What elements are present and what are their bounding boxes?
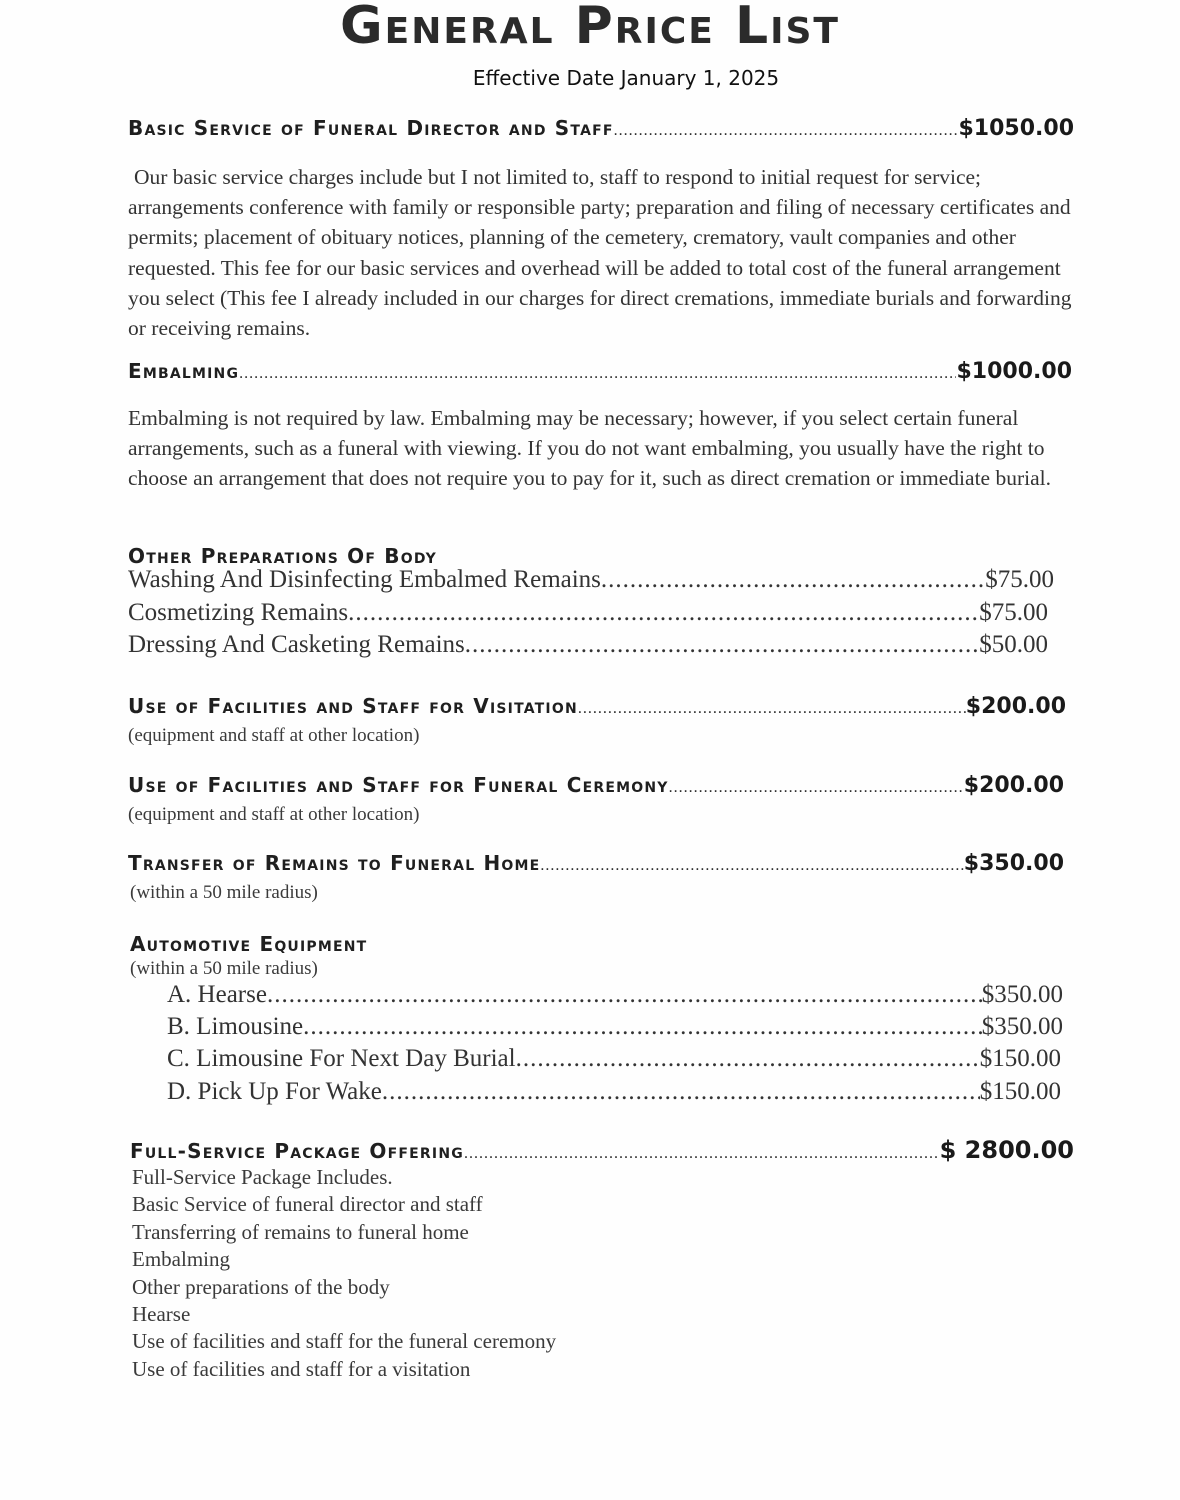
transfer-row (128, 851, 1064, 876)
item-price: $350.00 (981, 981, 1063, 1008)
transfer-price: $350.00 (963, 851, 1064, 876)
item-label: Dressing And Casketing Remains (128, 631, 465, 658)
automotive-note: (within a 50 mile radius) (130, 958, 318, 979)
ceremony-row (128, 773, 1064, 798)
ceremony-price: $200.00 (963, 773, 1064, 798)
list-item: Embalming (132, 1247, 230, 1272)
list-item: Hearse (132, 1302, 191, 1327)
package-row (130, 1136, 1074, 1164)
effective-date: Effective Date January 1, 2025 (472, 66, 780, 90)
item-label: Cosmetizing Remains (128, 599, 349, 626)
dot-leader (465, 631, 979, 659)
basic-service-label: Basic Service of Funeral Director and Staff (128, 116, 614, 140)
list-item: Basic Service of funeral director and staff (132, 1192, 483, 1217)
item-price: $75.00 (985, 566, 1054, 593)
basic-service-row (128, 116, 1074, 141)
dot-leader (578, 700, 966, 718)
item-label: Washing And Disinfecting Embalmed Remains (128, 566, 601, 593)
dot-leader (303, 1013, 982, 1041)
dot-leader (382, 1078, 980, 1106)
dot-leader (267, 981, 982, 1009)
list-item: Full-Service Package Includes. (132, 1165, 393, 1189)
automotive-heading-row (130, 932, 730, 956)
item-label: A. Hearse (167, 981, 267, 1008)
item-price: $150.00 (979, 1045, 1061, 1072)
transfer-label: Transfer of Remains to Funeral Home (128, 851, 541, 875)
package-price: $ 2800.00 (939, 1136, 1074, 1164)
embalming-description: Embalming is not required by law. Embalming may be necessary; however, if you select certain funeral arrangements, such as a funeral with viewing. If you do not want embalming, you usually have the right to choose an arrangement that does not require you to pay for it, such as direct cremation or immediate burial. (128, 406, 1051, 491)
other-preparations-heading: Other Preparations Of Body (128, 544, 437, 568)
dot-leader (540, 857, 963, 875)
list-item: Use of facilities and staff for the funeral ceremony (132, 1329, 557, 1354)
list-item: Other preparations of the body (132, 1274, 390, 1299)
item-price: $350.00 (981, 1013, 1063, 1040)
ceremony-note: (equipment and staff at other location) (128, 804, 420, 825)
basic-service-price: $1050.00 (958, 116, 1074, 141)
list-item (167, 981, 1063, 1009)
basic-service-description: Our basic service charges include but I not limited to, staff to respond to initial request for service; arrangements conference with family or responsible party; preparation and filing of necessary certificates and permits; placement of obituary notices, planning of the cemetery, crematory, vault companies and other requested. This fee for our basic services and overhead will be added to total cost of the funeral arrangement you select (This fee I already included in our charges for direct cremations, immediate burials and forwarding or receiving remains. (128, 165, 1072, 341)
item-label: D. Pick Up For Wake (167, 1078, 382, 1105)
list-item (128, 599, 1048, 627)
transfer-note: (within a 50 mile radius) (130, 882, 318, 903)
dot-leader (239, 365, 956, 383)
list-item (167, 1078, 1061, 1106)
page-title: General Price List (340, 0, 840, 56)
package-includes-list (132, 1164, 556, 1383)
embalming-price: $1000.00 (956, 359, 1072, 384)
visitation-price: $200.00 (965, 694, 1066, 719)
item-price: $75.00 (979, 599, 1048, 626)
item-price: $50.00 (979, 631, 1048, 658)
embalming-row (128, 359, 1072, 384)
visitation-label: Use of Facilities and Staff for Visitation (128, 694, 578, 718)
list-item (128, 566, 1054, 594)
dot-leader (516, 1045, 980, 1073)
dot-leader (348, 599, 979, 627)
embalming-label: Embalming (128, 359, 240, 383)
automotive-heading: Automotive Equipment (130, 932, 368, 956)
dot-leader (614, 122, 959, 140)
list-item (167, 1045, 1061, 1073)
dot-leader (669, 779, 964, 797)
package-label: Full-Service Package Offering (130, 1139, 464, 1163)
list-item: Use of facilities and staff for a visitation (132, 1356, 471, 1381)
dot-leader (601, 566, 985, 594)
other-preparations-heading-row (128, 544, 728, 568)
list-item: Transferring of remains to funeral home (132, 1219, 469, 1244)
dot-leader (464, 1145, 940, 1163)
item-price: $150.00 (979, 1078, 1061, 1105)
list-item (128, 631, 1048, 659)
visitation-note: (equipment and staff at other location) (128, 725, 420, 746)
list-item (167, 1013, 1063, 1041)
visitation-row (128, 694, 1066, 719)
ceremony-label: Use of Facilities and Staff for Funeral Ceremony (128, 773, 669, 797)
item-label: B. Limousine (167, 1013, 304, 1040)
item-label: C. Limousine For Next Day Burial (167, 1045, 516, 1072)
